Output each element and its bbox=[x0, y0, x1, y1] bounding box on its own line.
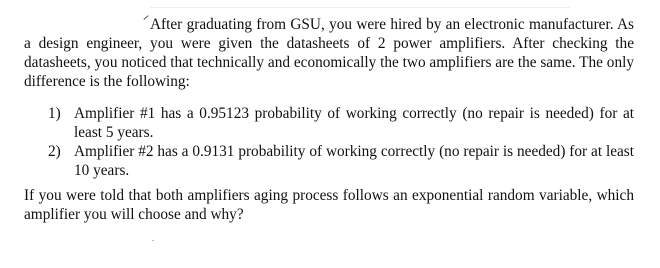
stray-mark bbox=[152, 240, 154, 241]
list-item-number: 2) bbox=[48, 143, 61, 160]
list-item-number: 1) bbox=[48, 105, 61, 122]
condition-list bbox=[48, 104, 634, 180]
list-item bbox=[48, 142, 634, 180]
question-paragraph: If you were told that both amplifiers aging process follows an exponential random variable, which amplifier you will choose and why? bbox=[24, 187, 634, 223]
top-divider bbox=[150, 7, 570, 8]
intro-paragraph: After graduating from GSU, you were hired by an electronic manufacturer. As a design engineer, you were given the datasheets of 2 power amplifiers. After checking the datasheets, you noticed that technically and economically the two amplifiers are the same. The only difference is the following: bbox=[24, 16, 634, 90]
list-item-text: Amplifier #1 has a 0.95123 probability of working correctly (no repair is needed) for at least 5 years. bbox=[74, 105, 634, 141]
list-item-text: Amplifier #2 has a 0.9131 probability of working correctly (no repair is needed) for at least 10 years. bbox=[74, 143, 634, 179]
list-item bbox=[48, 104, 634, 142]
